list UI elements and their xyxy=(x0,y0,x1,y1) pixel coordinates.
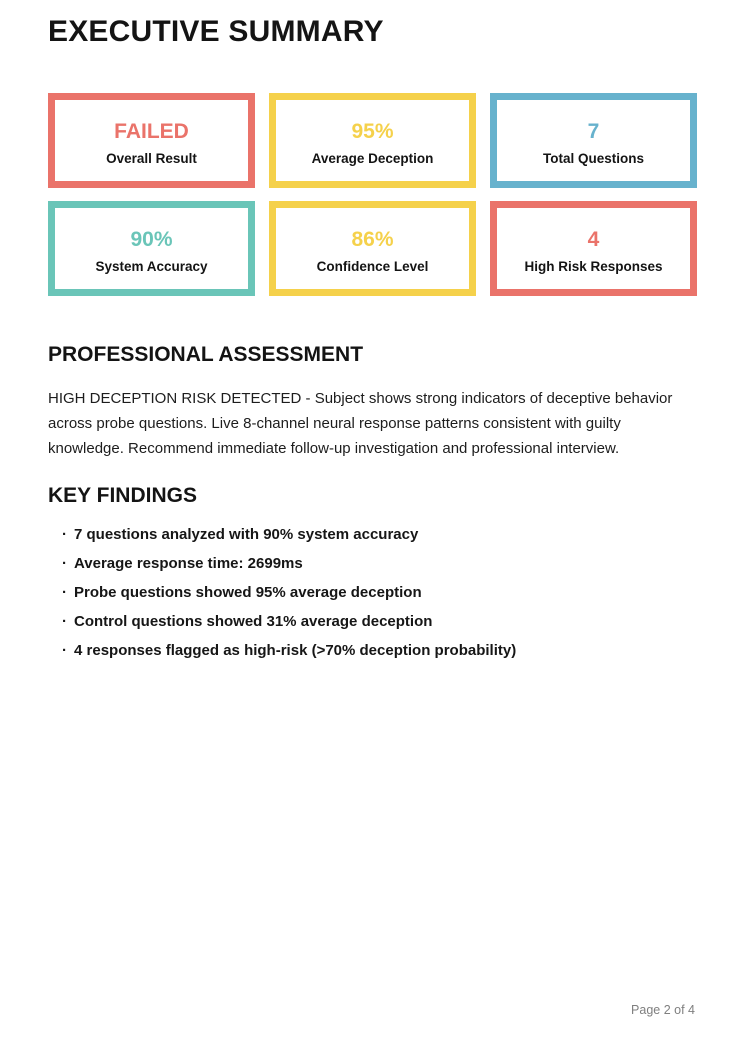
summary-card xyxy=(269,201,476,296)
card-label: Confidence Level xyxy=(316,258,429,274)
assessment-heading: PROFESSIONAL ASSESSMENT xyxy=(48,343,364,366)
finding-item xyxy=(62,520,697,549)
finding-text: 4 responses flagged as high-risk (>70% deception probability) xyxy=(74,642,517,659)
card-label: High Risk Responses xyxy=(524,258,663,274)
page-number: Page 2 of 4 xyxy=(631,1003,695,1017)
finding-text: 7 questions analyzed with 90% system accuracy xyxy=(74,526,419,543)
card-value: 4 xyxy=(587,227,600,251)
card-value: 90% xyxy=(130,227,173,251)
finding-text: Control questions showed 31% average deception xyxy=(74,613,433,630)
card-value: 86% xyxy=(351,227,394,251)
card-label: Total Questions xyxy=(542,150,644,166)
card-value: 95% xyxy=(351,119,394,143)
card-label: System Accuracy xyxy=(95,258,208,274)
summary-card xyxy=(48,93,255,188)
summary-card xyxy=(269,93,476,188)
finding-item xyxy=(62,607,697,636)
bullet-icon: · xyxy=(62,555,67,572)
bullet-icon: · xyxy=(62,642,67,659)
summary-card xyxy=(490,93,697,188)
bullet-icon: · xyxy=(62,584,67,601)
card-value: FAILED xyxy=(114,119,189,143)
findings-list xyxy=(48,520,697,665)
bullet-icon: · xyxy=(62,526,67,543)
finding-text: Average response time: 2699ms xyxy=(74,555,303,572)
finding-item xyxy=(62,636,697,665)
finding-text: Probe questions showed 95% average deception xyxy=(74,584,422,601)
findings-heading: KEY FINDINGS xyxy=(48,484,197,507)
summary-cards-grid xyxy=(48,93,697,296)
finding-item xyxy=(62,549,697,578)
page-title: EXECUTIVE SUMMARY xyxy=(48,15,384,48)
card-value: 7 xyxy=(587,119,600,143)
card-label: Average Deception xyxy=(311,150,434,166)
finding-item xyxy=(62,578,697,607)
bullet-icon: · xyxy=(62,613,67,630)
summary-card xyxy=(490,201,697,296)
summary-card xyxy=(48,201,255,296)
card-label: Overall Result xyxy=(106,150,197,166)
assessment-body: HIGH DECEPTION RISK DETECTED - Subject shows strong indicators of deceptive behavior across probe questions. Live 8-channel neural response patterns consistent with guilty knowledge. Recommend immediate follow-up investigation and professional interview. xyxy=(48,390,673,457)
